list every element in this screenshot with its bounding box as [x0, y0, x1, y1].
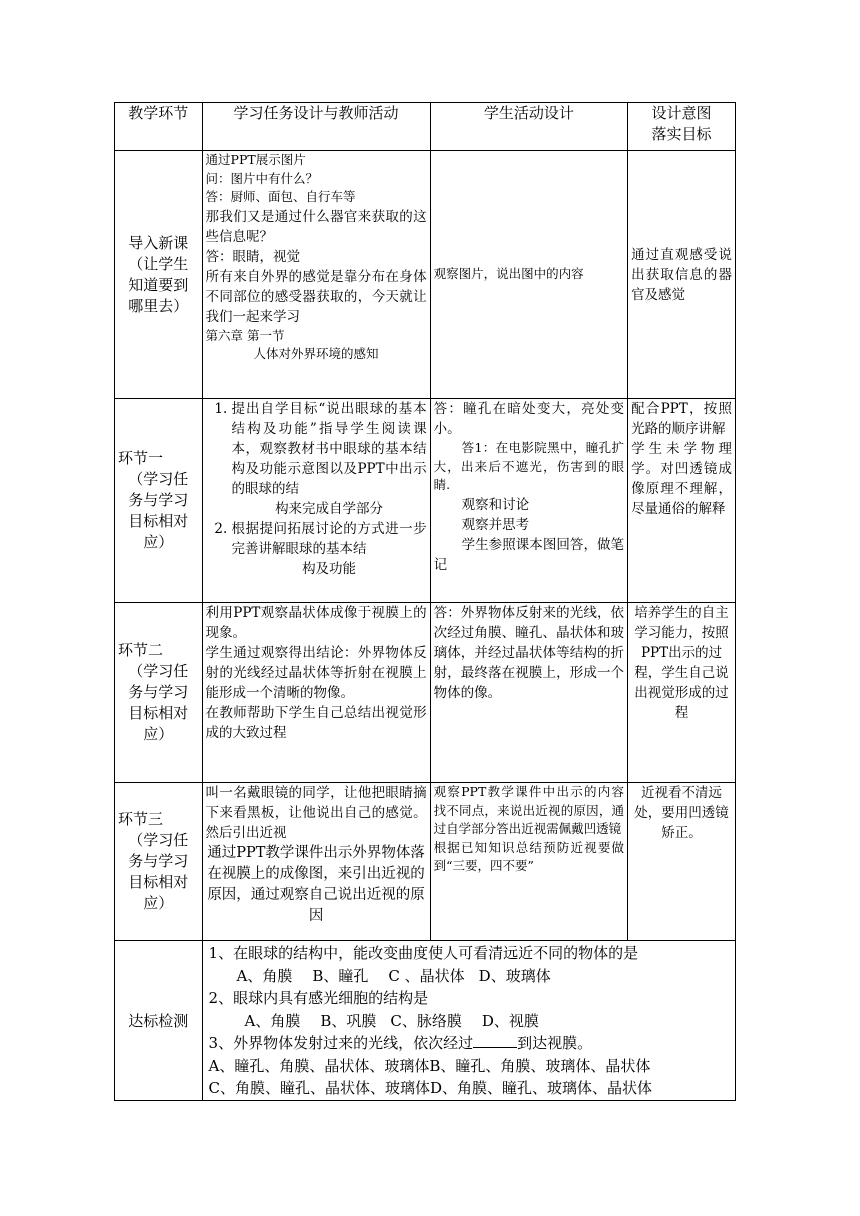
task-line: 答：眼睛，视觉: [205, 248, 301, 265]
intent-cell-intro: [628, 151, 736, 399]
stage-title: 导入新课: [128, 233, 189, 252]
intent-text: 通过直观感受说出获取信息的器官及感觉: [631, 246, 732, 303]
student-line: 观察PPT教学课件中出示的内容 找不同点，来说出近视的原因，通过自学部分答出近视需佩戴凹透镜: [433, 784, 625, 836]
student-activity-text: 观察图片，说出图中的内容: [433, 266, 584, 282]
question-2-options: A、角膜 B、巩膜 C、脉络膜 D、视膜: [244, 1011, 539, 1030]
task-line: 通过PPT展示图片: [205, 152, 306, 167]
stage-subtitle: （学习任: [128, 662, 189, 680]
task-item: 1. 提出自学目标“说出眼球的基本结构及功能”指导学生阅读课本，观察教材书中眼球的基本结构及功能示意图以及PPT中出示的眼球的结 构来完成自学部分: [232, 399, 427, 519]
student-cell-stage1: [430, 399, 627, 603]
student-cell-stage3: [430, 783, 627, 941]
stage-cell-stage1: [115, 399, 203, 603]
header-stage: 教学环节: [115, 103, 203, 151]
student-line: 答：瞳孔在暗处变大，亮处变小。: [433, 401, 625, 437]
stage-subtitle: 务与学习: [128, 683, 189, 701]
header-intent-line2: 落实目标: [651, 125, 712, 143]
task-line: 问：图片中有什么？: [205, 170, 319, 186]
table-row-stage3: [115, 783, 736, 941]
task-line: 利用PPT观察晶状体成像于视膜上的现象。: [205, 605, 427, 641]
student-line: 根据已知知识总结预防近视要做到“三要，四不要”: [433, 839, 625, 873]
quiz-cell: [202, 941, 735, 1101]
task-item: 2. 根据提问拓展讨论的方式进一步完善讲解眼球的基本结 构及功能: [232, 519, 427, 579]
intent-text: 培养学生的自主学习能力，按照PPT出示的过程，学生自己说出视觉形成的过程: [634, 605, 729, 721]
intent-cell-stage3: [628, 783, 736, 941]
task-cell-intro: [202, 151, 430, 399]
section-title: 人体对外界环境的感知: [253, 346, 379, 361]
stage-subtitle: 务与学习: [128, 491, 189, 509]
check-label: 达标检测: [115, 941, 203, 1101]
stage-title: 环节二: [118, 641, 164, 659]
stage-title: 环节一: [118, 449, 164, 467]
table-row-intro: [115, 151, 736, 399]
task-cell-stage1: [202, 399, 430, 603]
task-list: [206, 399, 427, 579]
question-3-options-row2: C、角膜、瞳孔、晶状体、玻璃体D、角膜、瞳孔、玻璃体、晶状体: [208, 1079, 653, 1097]
header-task: 学习任务设计与教师活动: [202, 103, 430, 151]
intent-line: 配合PPT，按照光路的顺序讲解: [631, 401, 732, 437]
table-row-stage1: [115, 399, 736, 603]
task-line: 通过PPT教学课件出示外界物体落在视膜上的成像图，来引出近视的原因，通过观察自己说出近视的原因: [207, 845, 425, 924]
stage-title: 环节三: [118, 810, 164, 828]
header-row: [115, 103, 736, 151]
table-row-stage2: [115, 603, 736, 783]
stage-subtitle: （让学生: [128, 254, 189, 273]
stage-subtitle: 应）: [143, 533, 174, 551]
stage-subtitle: 目标相对: [128, 512, 189, 530]
intent-text: 近视看不清远处，要用凹透镜矫正。: [634, 785, 729, 841]
chapter-label: 第六章 第一节: [205, 327, 285, 343]
task-cell-stage3: [202, 783, 430, 941]
student-line: 学生参照课本图回答，做笔记: [433, 536, 625, 573]
header-student: 学生活动设计: [430, 103, 627, 151]
student-line: 观察和讨论: [461, 496, 530, 513]
header-intent-line1: 设计意图: [651, 104, 712, 122]
intent-cell-stage1: [628, 399, 736, 603]
stage-subtitle: （学习任: [128, 470, 189, 488]
intent-cell-stage2: [628, 603, 736, 783]
stage-cell-intro: [115, 151, 203, 399]
stage-subtitle: 应）: [143, 894, 174, 912]
task-line: 学生通过观察得出结论：外界物体反射的光线经过晶状体等折射在视膜上能形成一个清晰的物像。: [205, 645, 427, 701]
question-1-options: A、角膜 B、瞳孔 C 、晶状体 D、玻璃体: [236, 966, 551, 985]
student-activity-text: 答：外界物体反射来的光线，依次经过角膜、瞳孔、晶状体和玻璃体，并经过晶状体等结构的折射，最终落在视膜上，形成一个物体的像。: [433, 605, 625, 701]
task-line: 叫一名戴眼镜的同学，让他把眼睛摘下来看黑板，让他说出自己的感觉。然后引出近视: [205, 785, 427, 841]
student-line: 答1：在电影院黑中，瞳孔扩大，出来后不遮光，伤害到的眼睛.: [433, 440, 625, 492]
lesson-plan-table: [114, 102, 736, 1101]
question-3-options-row1: A、瞳孔、角膜、晶状体、玻璃体B、瞳孔、角膜、玻璃体、晶状体: [208, 1056, 651, 1075]
stage-subtitle: 目标相对: [128, 873, 189, 891]
task-line: 所有来自外界的感觉是靠分布在身体不同部位的感受器获取的，今天就让我们一起来学习: [205, 268, 427, 325]
stage-subtitle: 目标相对: [128, 704, 189, 722]
student-cell-intro: [430, 151, 627, 399]
question-3: 3、外界物体发射过来的光线，依次经过 到达视膜。: [208, 1034, 593, 1052]
stage-cell-stage2: [115, 603, 203, 783]
student-cell-stage2: [430, 603, 627, 783]
question-1: 1、在眼球的结构中，能改变曲度使人可看清远近不同的物体的是: [208, 944, 639, 962]
stage-subtitle: （学习任: [128, 831, 189, 849]
header-intent: [628, 103, 736, 151]
question-2: 2、眼球内具有感光细胞的结构是: [208, 989, 429, 1007]
task-cell-stage2: [202, 603, 430, 783]
task-line: 在教师帮助下学生自己总结出视觉形成的大致过程: [205, 705, 427, 741]
task-line: 那我们又是通过什么器官来获取的这些信息呢？: [205, 208, 427, 245]
stage-subtitle: 知道要到: [128, 275, 189, 294]
task-line: 答：厨师、面包、自行车等: [205, 189, 356, 204]
student-line: 观察并思考: [461, 516, 530, 533]
stage-subtitle: 哪里去）: [128, 296, 189, 315]
stage-subtitle: 应）: [143, 725, 174, 743]
intent-line: 学生未学物理学。对凹透镜成像原理不理解，尽量通俗的解释: [631, 441, 732, 517]
answer-blank: [473, 1033, 517, 1048]
stage-cell-stage3: [115, 783, 203, 941]
table-row-check: [115, 941, 736, 1101]
stage-subtitle: 务与学习: [128, 852, 189, 870]
